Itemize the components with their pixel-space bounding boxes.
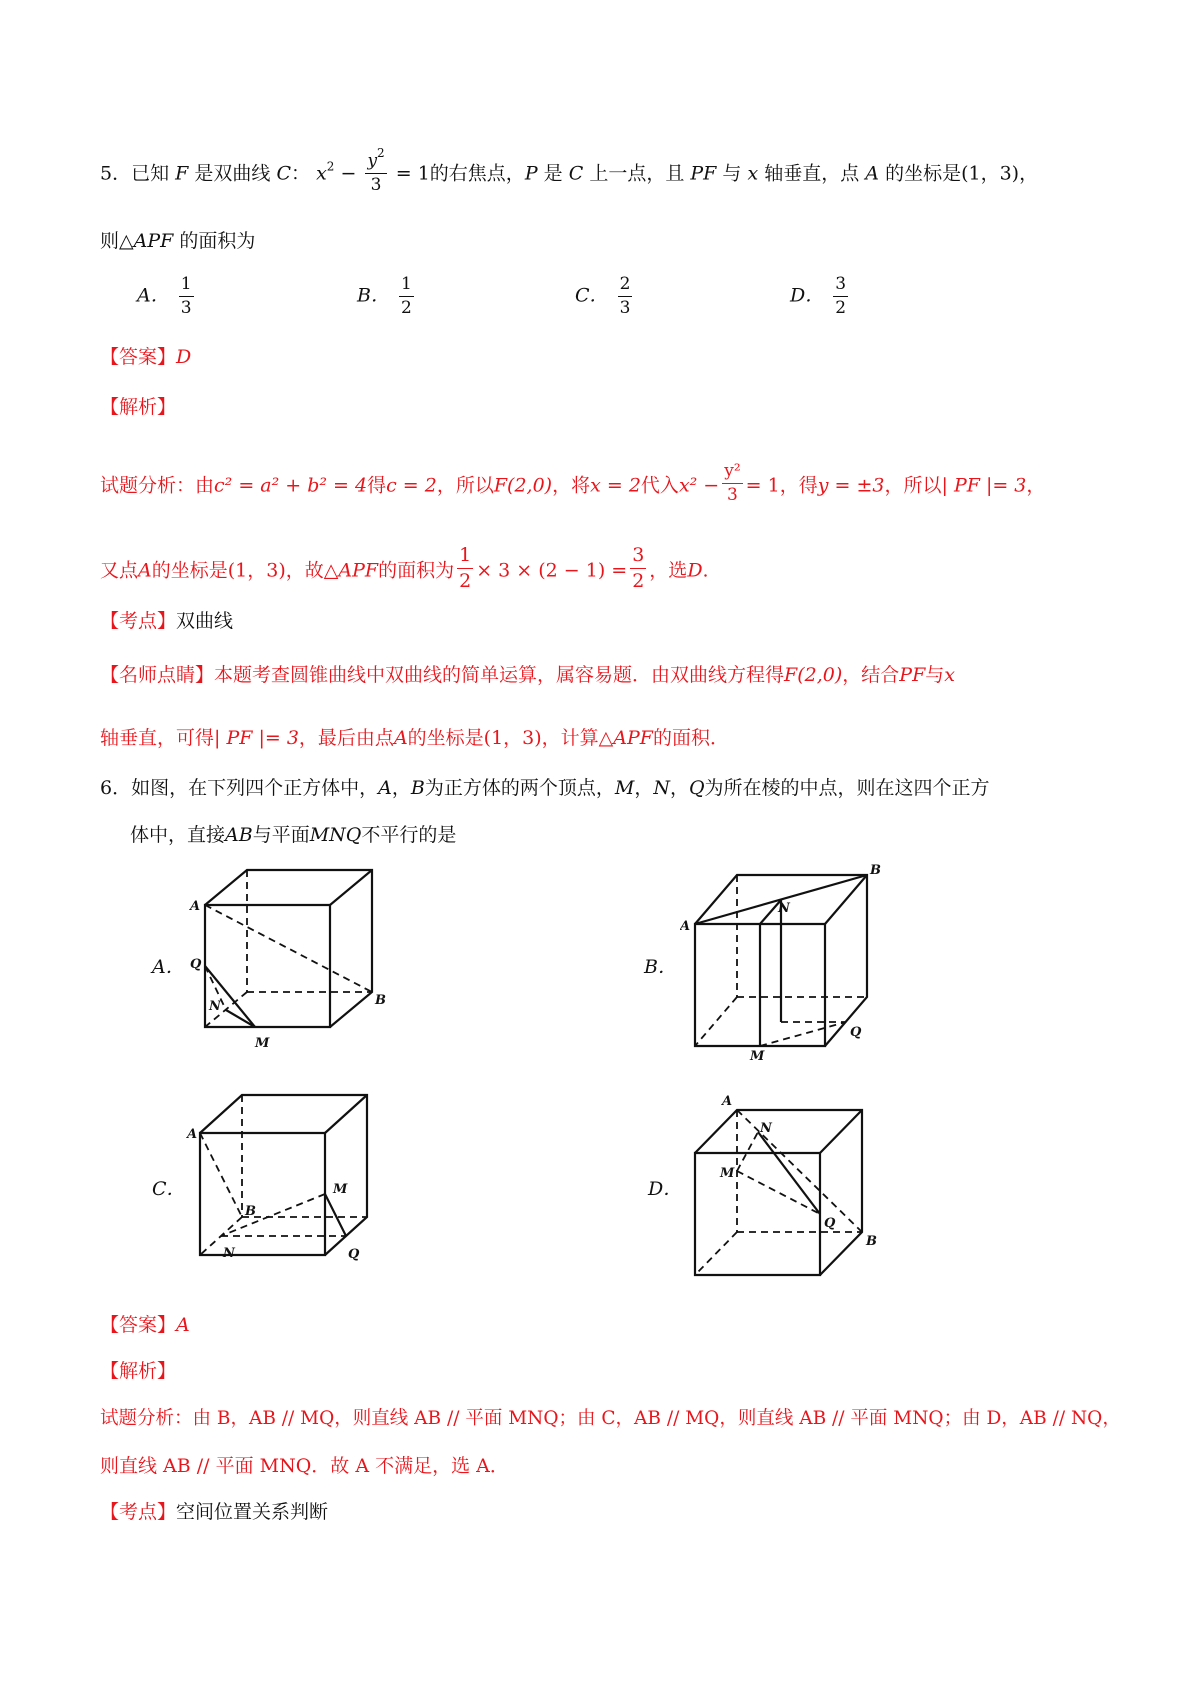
cube-a-label-b: B <box>375 993 386 1008</box>
q5-var-apf: APF <box>133 230 174 252</box>
q6-text: ， <box>634 777 654 799</box>
cube-b-label-b: B <box>870 863 881 878</box>
q6-text: 为所在棱的中点，则在这四个正方 <box>704 777 990 799</box>
q6-var: M <box>614 777 635 799</box>
sol-text: 代入 <box>640 474 679 497</box>
cube-c-label-m: M <box>333 1182 348 1197</box>
q6-var: A <box>378 777 392 799</box>
mingshi-text: 本题考查圆锥曲线中双曲线的简单运算，属容易题．由双曲线方程得 <box>214 664 785 686</box>
q5-text: 的右焦点， <box>429 162 525 185</box>
frac-num: 1 <box>399 276 414 297</box>
cube-b-diagram <box>680 860 890 1060</box>
cube-d-label-a: A <box>722 1094 733 1109</box>
q5-var-f: F <box>175 162 189 185</box>
q5-text: 是 <box>543 162 563 185</box>
cube-b-label-n: N <box>778 901 790 916</box>
q5-var-pf: PF <box>690 162 717 185</box>
q5-text: 的坐标是(1，3)， <box>885 162 1039 185</box>
q5-mingshi-line2 <box>100 729 729 748</box>
cube-b-label-a: A <box>680 919 691 934</box>
option-label: D． <box>790 284 825 307</box>
answer-value: A <box>176 1314 190 1336</box>
sol-text: 的坐标是(1，3)，故△ <box>151 559 339 582</box>
sol-eq: c² = a² + b² = 4 <box>214 474 368 497</box>
q6-fig-label-a[interactable]: A． <box>152 956 185 978</box>
sol-eq: = 1 <box>745 474 780 497</box>
q6-text: ， <box>391 777 411 799</box>
q5-option-a[interactable] <box>137 276 197 317</box>
mingshi-var: PF <box>899 664 926 686</box>
q6-text: 与平面 <box>252 824 310 846</box>
q6-text: 体中，直接 <box>130 824 226 846</box>
mingshi-var: APF <box>613 727 653 749</box>
option-fraction <box>833 276 848 317</box>
q6-var: B <box>410 777 425 799</box>
q6-answer <box>100 1316 190 1335</box>
q6-text: 如图，在下列四个正方体中， <box>131 777 379 799</box>
kaodian-text: 空间位置关系判断 <box>176 1501 329 1523</box>
sol-text: 又点 <box>100 559 139 582</box>
frac-num: 1 <box>457 546 473 569</box>
frac-den: 2 <box>835 298 847 318</box>
q6-number: 6． <box>100 777 132 799</box>
q5-text: 则△ <box>100 230 134 252</box>
option-label: B． <box>357 284 390 307</box>
q5-var-c: C <box>276 162 291 185</box>
option-fraction <box>618 276 633 317</box>
q6-fig-label-c[interactable]: C． <box>152 1178 186 1200</box>
sol-fraction <box>457 546 473 591</box>
kaodian-tag: 【考点】 <box>100 610 177 632</box>
q5-text: 的面积为 <box>179 230 256 252</box>
q5-analysis-tag: 【解析】 <box>100 396 177 418</box>
frac-num: 3 <box>833 276 848 297</box>
q6-var: AB <box>225 824 253 846</box>
frac-num: 2 <box>618 276 633 297</box>
cube-c-label-n: N <box>223 1246 235 1261</box>
sol-eq: x² − <box>678 474 720 497</box>
frac-num: y² <box>722 463 742 484</box>
sol-text: 得 <box>367 474 387 497</box>
q6-var: Q <box>688 777 705 799</box>
q5-kaodian <box>100 612 233 631</box>
option-label: A． <box>137 284 170 307</box>
cube-d-label-q: Q <box>824 1216 836 1231</box>
q6-var: MNQ <box>309 824 362 846</box>
q6-solution-line1: 试题分析：由 B，AB // MQ，则直线 AB // 平面 MNQ；由 C，AB // MQ，则直线 AB // 平面 MNQ；由 D，AB // NQ， <box>100 1408 1121 1429</box>
option-fraction <box>179 276 194 317</box>
q5-solution-line1 <box>100 461 1046 507</box>
sol-fraction <box>630 546 646 591</box>
q5-var-a: A <box>865 162 880 185</box>
sol-text: 试题分析：由 <box>100 474 215 497</box>
q6-stem-line2 <box>130 826 456 845</box>
q5-text: ： <box>291 162 311 185</box>
mingshi-eq: | PF |= 3 <box>214 727 299 749</box>
q5-option-c[interactable] <box>575 276 635 317</box>
frac-den: 3 <box>619 298 631 318</box>
cube-d-label-m: M <box>720 1166 735 1181</box>
q5-eq-fraction: $\frac{y^2}{3}$ <box>367 146 385 195</box>
mingshi-text: 的坐标是(1，3)，计算△ <box>407 727 614 749</box>
cube-d-diagram <box>680 1085 890 1285</box>
mingshi-var: x <box>944 664 955 686</box>
mingshi-text: 的面积． <box>653 727 730 749</box>
kaodian-text: 双曲线 <box>176 610 234 632</box>
frac-num: 1 <box>179 276 194 297</box>
sol-text: ，所以 <box>436 474 494 497</box>
q5-eq-y: y <box>367 151 378 171</box>
cube-d-label-b: B <box>866 1234 877 1249</box>
sol-text: ，所以 <box>884 474 942 497</box>
mingshi-text: ，最后由点 <box>298 727 394 749</box>
q5-stem-line1: 5．已知 F 是双曲线 C： $x^2$ − $\frac{y^2}{3}$ = 1的右焦点，P 是 C 上一点，且 PF 与 x 轴垂直，点 A 的坐标是(1，3)， <box>100 146 1039 195</box>
q6-var: N <box>653 777 670 799</box>
q5-var-p: P <box>524 162 538 185</box>
cube-a-label-q: Q <box>190 957 202 972</box>
sol-fraction <box>722 463 742 504</box>
q5-var-c: C <box>568 162 584 185</box>
sol-var: APF <box>338 559 379 582</box>
mingshi-text: ，结合 <box>842 664 900 686</box>
cube-b-label-m: M <box>750 1049 765 1060</box>
frac-den: 2 <box>632 570 645 592</box>
q5-text: 与 <box>722 162 742 185</box>
frac-num: 3 <box>630 546 646 569</box>
sol-eq: × 3 × (2 − 1) = <box>476 559 628 582</box>
q5-option-d[interactable] <box>790 276 851 317</box>
q5-option-b[interactable] <box>357 276 417 317</box>
sol-text: . <box>702 559 709 582</box>
q6-solution-line2: 则直线 AB // 平面 MNQ．故 A 不满足，选 A． <box>100 1455 509 1477</box>
q5-solution-line2 <box>100 544 709 594</box>
answer-tag: 【答案】 <box>100 346 177 368</box>
q5-text: 已知 <box>131 162 170 185</box>
cube-c-label-a: A <box>187 1127 198 1142</box>
q5-var-x: x <box>747 162 759 185</box>
cube-a-diagram <box>185 860 395 1060</box>
cube-c-label-b: B <box>245 1204 256 1219</box>
q6-analysis-tag: 【解析】 <box>100 1360 177 1382</box>
mingshi-text: 与 <box>925 664 945 686</box>
option-label: C． <box>575 284 609 307</box>
q5-stem-line2 <box>100 232 255 251</box>
q6-stem-line1 <box>100 779 990 798</box>
cube-b-label-q: Q <box>850 1025 862 1040</box>
q6-text: 不平行的是 <box>361 824 457 846</box>
sol-text: 的面积为 <box>378 559 455 582</box>
mingshi-eq: F(2,0) <box>784 664 843 686</box>
sol-eq: x = 2 <box>590 474 641 497</box>
option-fraction <box>399 276 414 317</box>
q6-fig-label-d[interactable]: D． <box>648 1178 683 1200</box>
cube-c-diagram <box>185 1085 395 1285</box>
mingshi-var: A <box>393 727 408 749</box>
mingshi-tag: 【名师点睛】 <box>100 664 215 686</box>
q6-fig-label-b[interactable]: B． <box>644 956 677 978</box>
sol-eq: y = ±3 <box>817 474 885 497</box>
sol-var: D <box>687 559 703 582</box>
frac-den: 2 <box>401 298 412 318</box>
sol-text: ，将 <box>552 474 591 497</box>
sol-eq: | PF |= 3 <box>941 474 1027 497</box>
q5-eq-right: = 1 <box>395 162 430 185</box>
sol-eq: F(2,0) <box>493 474 553 497</box>
q5-mingshi-line1 <box>100 666 955 685</box>
kaodian-tag: 【考点】 <box>100 1501 177 1523</box>
q5-text: 上一点，且 <box>589 162 685 185</box>
q5-text: 是双曲线 <box>194 162 271 185</box>
frac-den: 2 <box>459 570 472 592</box>
q5-eq-den: 3 <box>370 175 382 195</box>
sol-eq: c = 2 <box>386 474 437 497</box>
cube-a-label-a: A <box>190 899 201 914</box>
q5-eq-minus: − <box>340 162 357 185</box>
answer-value: D <box>176 346 192 368</box>
q6-kaodian <box>100 1503 328 1522</box>
q5-number: 5． <box>100 162 132 185</box>
sol-text: ，选 <box>649 559 688 582</box>
q6-text: 为正方体的两个顶点， <box>424 777 615 799</box>
q6-text: ， <box>669 777 689 799</box>
q5-text: 轴垂直，点 <box>764 162 860 185</box>
frac-den: 3 <box>727 485 738 505</box>
q5-eq-x: x <box>316 162 327 185</box>
mingshi-text: 轴垂直，可得 <box>100 727 215 749</box>
sol-text: ， <box>1026 474 1046 497</box>
cube-c-label-q: Q <box>348 1247 360 1262</box>
cube-a-label-n: N <box>209 999 221 1014</box>
cube-d-label-n: N <box>760 1121 772 1136</box>
cube-a-label-m: M <box>255 1036 270 1051</box>
sol-text: ，得 <box>779 474 818 497</box>
frac-den: 3 <box>180 298 192 318</box>
q5-answer <box>100 348 191 367</box>
answer-tag: 【答案】 <box>100 1314 177 1336</box>
sol-var: A <box>138 559 152 582</box>
